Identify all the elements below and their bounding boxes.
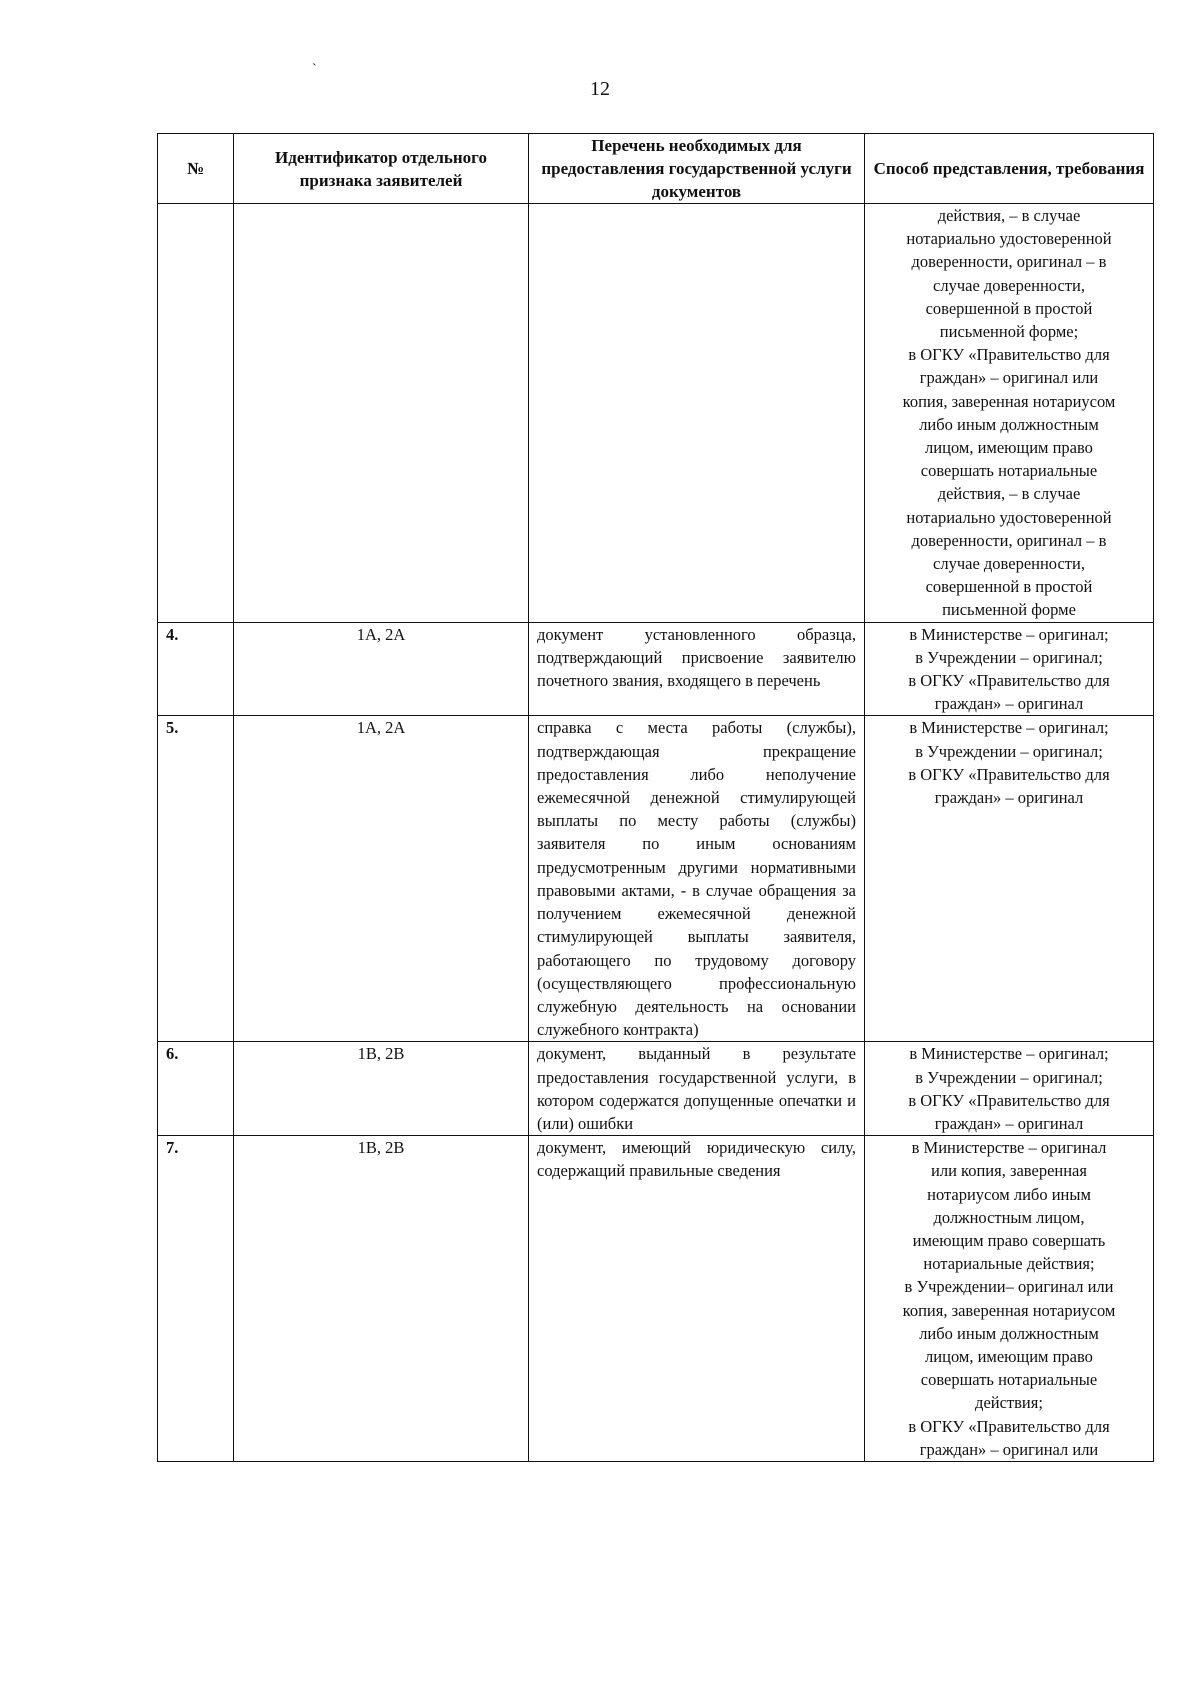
row-documents: документ установленного образца, подтверждающий присвоение заявителю почетного звания, входящего в перечень [529, 622, 865, 716]
row-number [158, 204, 234, 623]
documents-table [157, 133, 1154, 1462]
header-identifier: Идентификатор отдельного признака заявителей [234, 134, 529, 204]
table-row [158, 622, 1154, 716]
row-number: 6. [158, 1042, 234, 1136]
row-method: действия, – в случае нотариально удостоверенной доверенности, оригинал – в случае доверенности, совершенной в простой письменной форме; в ОГКУ «Правительство для граждан» – оригинал или копия, заверенная нотариусом либо иным должностным лицом, имеющим право совершать нотариальные действия, – в случае нотариально удостоверенной доверенности, оригинал – в случае доверенности, совершенной в простой письменной форме [865, 204, 1154, 623]
row-number: 7. [158, 1136, 234, 1462]
row-method: в Министерстве – оригинал или копия, заверенная нотариусом либо иным должностным лицом, имеющим право совершать нотариальные действия; в Учреждении– оригинал или копия, заверенная нотариусом либо иным должностным лицом, имеющим право совершать нотариальные действия; в ОГКУ «Правительство для граждан» – оригинал или [865, 1136, 1154, 1462]
header-number: № [158, 134, 234, 204]
row-documents [529, 204, 865, 623]
table-row [158, 1136, 1154, 1462]
row-number: 5. [158, 716, 234, 1042]
row-identifier: 1В, 2В [234, 1042, 529, 1136]
page-number: 12 [590, 78, 610, 100]
row-method: в Министерстве – оригинал; в Учреждении – оригинал; в ОГКУ «Правительство для граждан» – оригинал [865, 622, 1154, 716]
table-row [158, 716, 1154, 1042]
table-header-row [158, 134, 1154, 204]
row-identifier [234, 204, 529, 623]
stray-mark: ` [312, 62, 317, 77]
row-method: в Министерстве – оригинал; в Учреждении – оригинал; в ОГКУ «Правительство для граждан» – оригинал [865, 1042, 1154, 1136]
header-documents: Перечень необходимых для предоставления государственной услуги документов [529, 134, 865, 204]
row-documents: справка с места работы (службы), подтверждающая прекращение предоставления либо неполучение ежемесячной денежной стимулирующей выплаты по месту работы (службы) заявителя по иным основаниям предусмотренным другими нормативными правовыми актами, - в случае обращения за получением ежемесячной денежной стимулирующей выплаты заявителя, работающего по трудовому договору (осуществляющего профессиональную служебную деятельность на основании служебного контракта) [529, 716, 865, 1042]
row-method: в Министерстве – оригинал; в Учреждении – оригинал; в ОГКУ «Правительство для граждан» – оригинал [865, 716, 1154, 1042]
row-number: 4. [158, 622, 234, 716]
header-method: Способ представления, требования [865, 134, 1154, 204]
table-row [158, 204, 1154, 623]
row-identifier: 1А, 2А [234, 716, 529, 1042]
row-documents: документ, имеющий юридическую силу, содержащий правильные сведения [529, 1136, 865, 1462]
row-identifier: 1В, 2В [234, 1136, 529, 1462]
table-row [158, 1042, 1154, 1136]
row-identifier: 1А, 2А [234, 622, 529, 716]
row-documents: документ, выданный в результате предоставления государственной услуги, в котором содержатся допущенные опечатки и (или) ошибки [529, 1042, 865, 1136]
